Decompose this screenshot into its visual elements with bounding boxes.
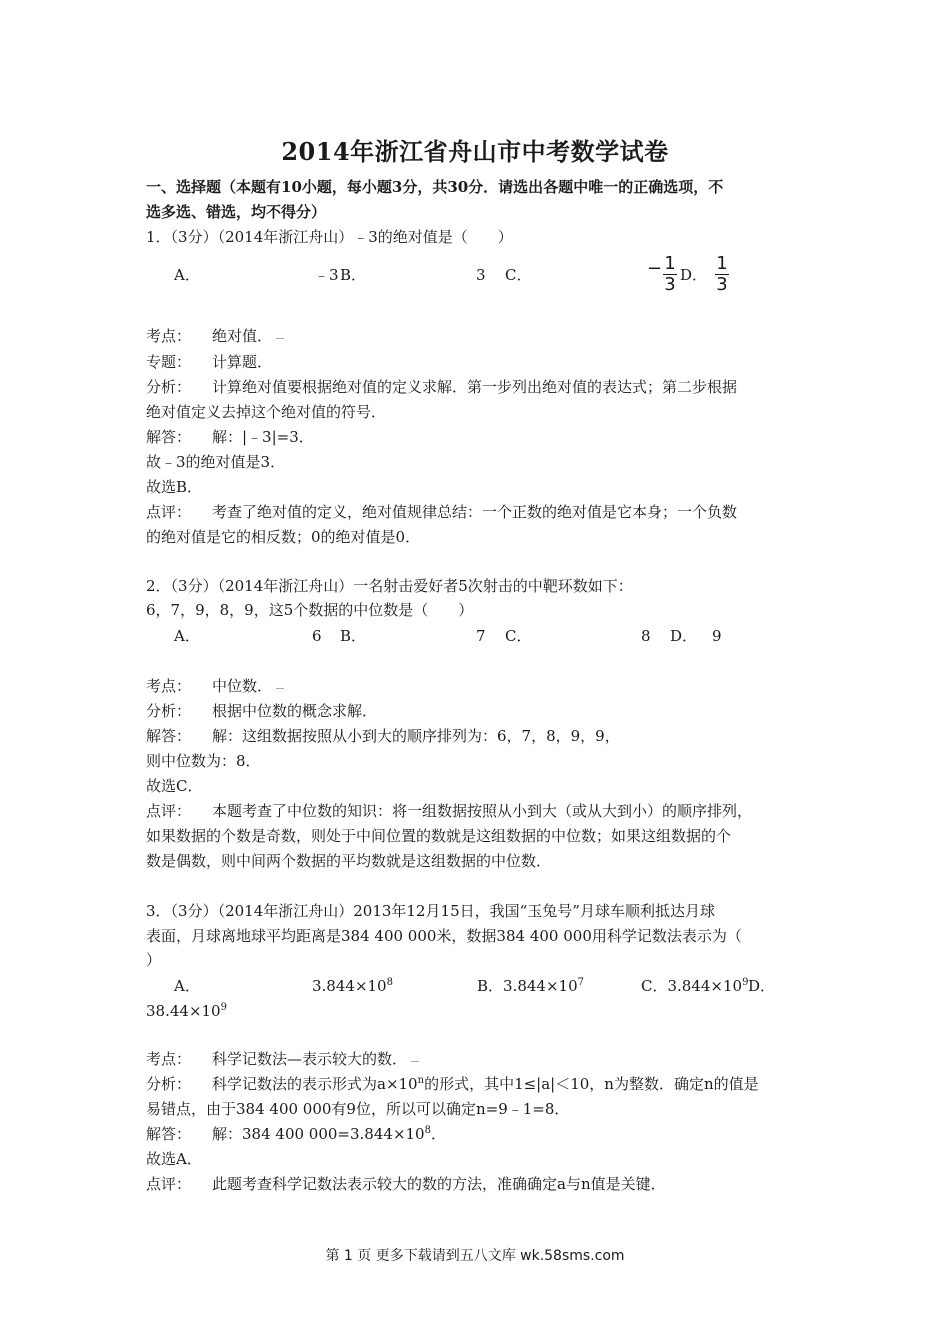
section-heading-line2: 选多选、错选，均不得分）: [146, 203, 327, 221]
q3-option-d-label: D．: [748, 977, 776, 995]
q2-answer-line2: 则中位数为：8．: [146, 752, 261, 770]
section-heading-line1: 一、选择题（本题有10小题，每小题3分，共30分．请选出各题中唯一的正确选项，不: [146, 178, 724, 196]
q3-option-c: C．$3.844\times 10^9$: [641, 977, 749, 995]
marker-dash: [276, 688, 284, 689]
q2-option-d-label: D．: [670, 627, 698, 645]
q3-stem-line2: 表面，月球离地球平均距离是384 400 000米，数据384 400 000用科学记数法表示为（: [146, 927, 742, 945]
q1-answer: 解答： 解：|﹣3|=3．: [146, 428, 314, 446]
q3-option-a-value: $3.844\times 10^8$: [312, 977, 393, 995]
q1-option-c-fraction: [663, 255, 677, 294]
q1-zhuanti: 专题： 计算题．: [146, 353, 273, 371]
q2-comment-line3: 数是偶数，则中间两个数据的平均数就是这组数据的中位数．: [146, 852, 552, 870]
q1-comment-line2: 的绝对值是它的相反数；0的绝对值是0．: [146, 528, 421, 546]
q2-kaodian: 考点： 中位数．: [146, 676, 284, 696]
q3-answer: 解答： 解：384 400 $000=3.844\times 10^8$．: [146, 1125, 446, 1143]
q2-analysis: 分析： 根据中位数的概念求解．: [146, 702, 378, 720]
q2-option-b-label: B．: [340, 627, 367, 645]
q2-stem-line2: 6，7，9，8，9，这5个数据的中位数是（ ）: [146, 601, 474, 619]
q3-analysis-line1: 分析： 科学记数法的表示形式为$a\times 10^n$的形式，其中1≤|a|＜10，n为整数．确定n的值是: [146, 1075, 759, 1093]
q1-option-d-fraction: [715, 255, 729, 294]
q1-answer-line3: 故选B．: [146, 478, 203, 496]
q1-option-d-label: D．: [680, 266, 708, 284]
q1-option-c-label: C．: [505, 266, 532, 284]
q2-comment-line1: 点评： 本题考查了中位数的知识：将一组数据按照从小到大（或从大到小）的顺序排列，: [146, 802, 753, 820]
page-footer: 第 1 页 更多下载请到五八文库 wk.58sms.com: [325, 1248, 625, 1264]
page-title: 2014年浙江省舟山市中考数学试卷: [281, 137, 669, 166]
q2-comment-line2: 如果数据的个数是奇数，则处于中间位置的数就是这组数据的中位数；如果这组数据的个: [146, 827, 732, 845]
q3-option-b: B．$3.844\times 10^7$: [477, 977, 585, 995]
q1-answer-line2: 故﹣3的绝对值是3．: [146, 453, 286, 471]
q1-analysis-line1: 分析： 计算绝对值要根据绝对值的定义求解．第一步列出绝对值的表达式；第二步根据: [146, 378, 738, 396]
q1-comment-line1: 点评： 考查了绝对值的定义，绝对值规律总结：一个正数的绝对值是它本身；一个负数: [146, 503, 738, 521]
q2-option-c-label: C．: [505, 627, 532, 645]
q1-stem: 1．（3分）（2014年浙江舟山）﹣3的绝对值是（ ）: [146, 228, 513, 246]
q1-option-c-numerator: 1: [664, 253, 676, 274]
q1-analysis-line2: 绝对值定义去掉这个绝对值的符号．: [146, 403, 387, 421]
marker-dash: [411, 1061, 419, 1062]
q1-option-b-label: B．: [340, 266, 367, 284]
q3-kaodian: 考点： 科学记数法—表示较大的数．: [146, 1049, 419, 1069]
q1-kaodian: 考点： 绝对值．: [146, 326, 284, 346]
q1-option-b-value: 3: [476, 266, 486, 284]
q2-answer: 解答： 解：这组数据按照从小到大的顺序排列为：6，7，8，9，9，: [146, 727, 620, 745]
q2-option-b-value: 7: [476, 627, 486, 645]
q1-option-c-minus: −: [647, 258, 663, 279]
q3-stem-line3: ）: [146, 951, 162, 969]
q3-option-d-value: $38.44\times 10^9$: [146, 1002, 227, 1020]
q2-option-d-value: 9: [712, 627, 722, 645]
q3-answer-line2: 故选A．: [146, 1150, 202, 1168]
q2-stem-line1: 2．（3分）（2014年浙江舟山）一名射击爱好者5次射击的中靶环数如下：: [146, 577, 633, 595]
q2-option-a-label: A．: [174, 627, 200, 645]
q3-analysis-line2: 易错点，由于384 400 000有9位，所以可以确定n=9﹣1=8．: [146, 1100, 570, 1118]
q1-option-d-numerator: 1: [716, 253, 728, 274]
q3-option-a-label: A．: [174, 977, 200, 995]
marker-dash: [276, 338, 284, 339]
q1-option-a-value: ﹣3: [314, 266, 339, 284]
q2-option-a-value: 6: [312, 627, 322, 645]
q1-option-a-label: A．: [174, 266, 200, 284]
q1-option-d-denominator: 3: [716, 274, 728, 295]
q3-stem-line1: 3．（3分）（2014年浙江舟山）2013年12月15日，我国“玉兔号”月球车顺利抵达月球: [146, 902, 715, 920]
q2-option-c-value: 8: [641, 627, 651, 645]
q2-answer-line3: 故选C．: [146, 777, 203, 795]
q1-option-c-denominator: 3: [664, 274, 676, 295]
q3-comment: 点评： 此题考查科学记数法表示较大的数的方法，准确确定a与n值是关键．: [146, 1175, 666, 1193]
